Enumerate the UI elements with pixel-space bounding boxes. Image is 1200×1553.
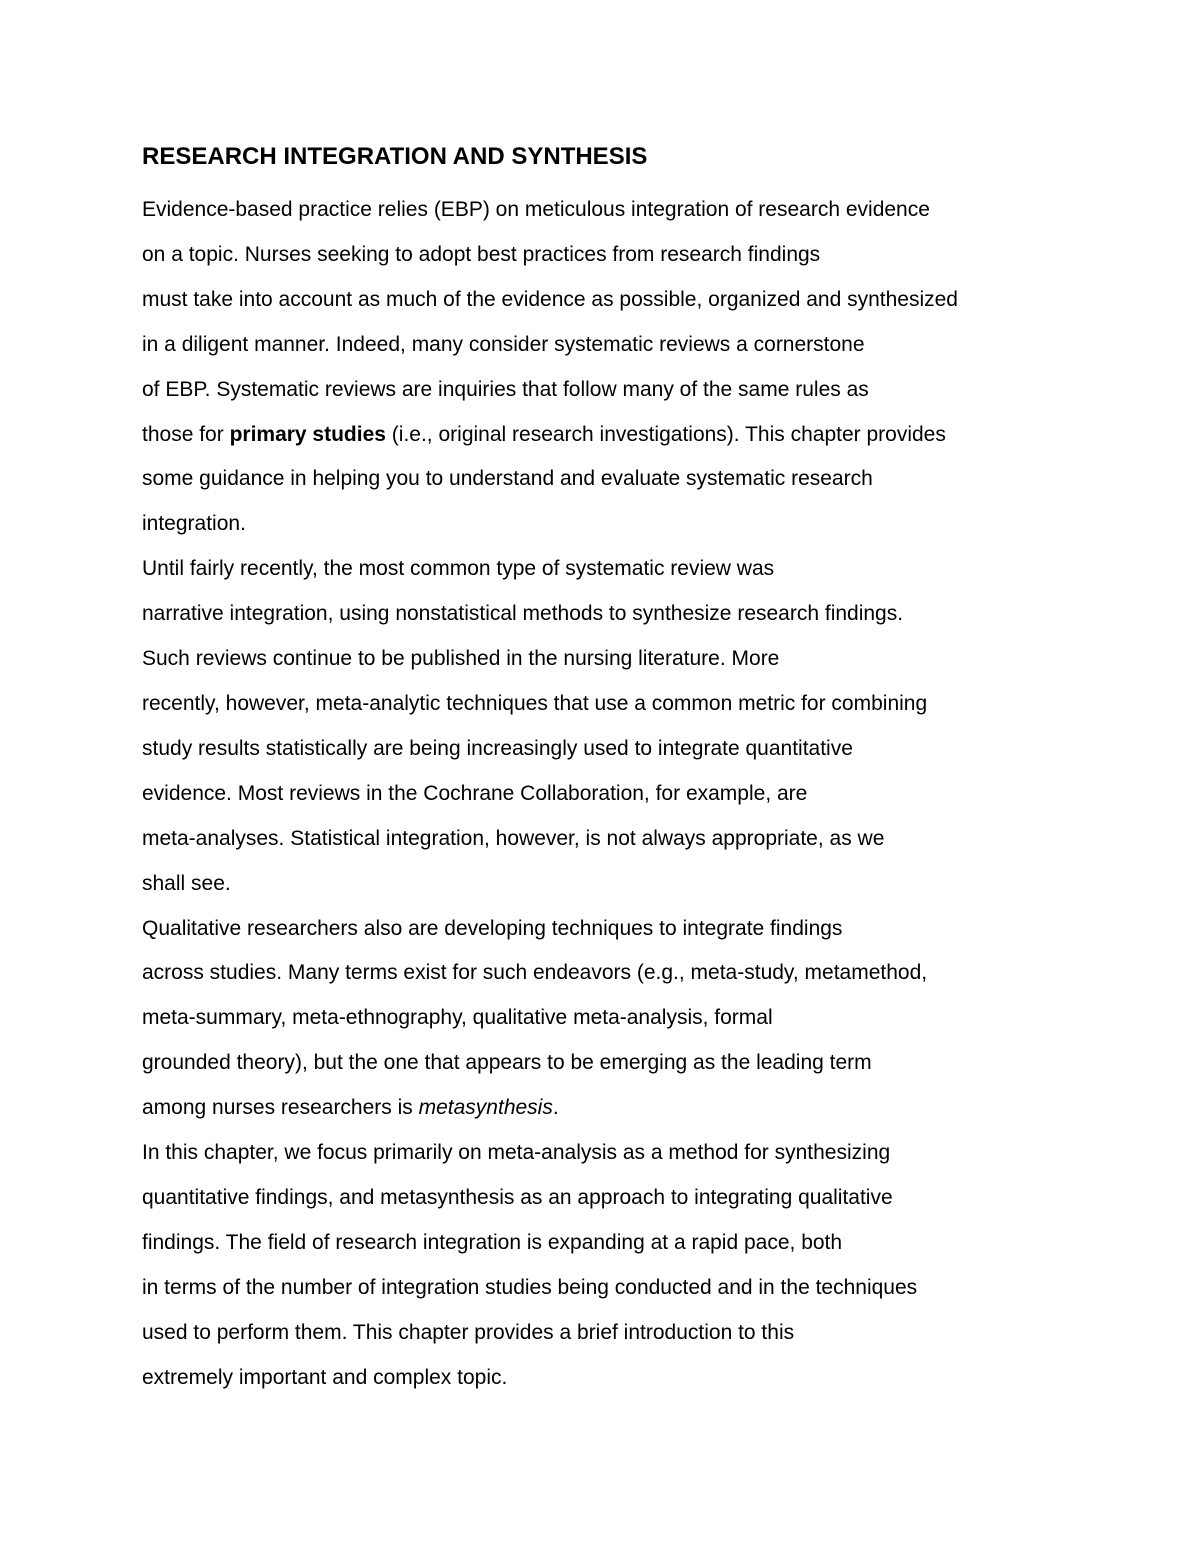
text-line: recently, however, meta-analytic techniques that use a common metric for combining	[142, 691, 928, 715]
text-line: meta-analyses. Statistical integration, however, is not always appropriate, as we	[142, 826, 885, 850]
text-line: In this chapter, we focus primarily on meta-analysis as a method for synthesizing	[142, 1141, 891, 1165]
text-line: narrative integration, using nonstatistical methods to synthesize research findings.	[142, 602, 904, 626]
text-line: quantitative findings, and metasynthesis as an approach to integrating qualitative	[142, 1185, 893, 1209]
text-line	[142, 413, 1142, 458]
text-line: shall see.	[142, 871, 231, 895]
text-line: must take into account as much of the evidence as possible, organized and synthesized	[142, 287, 958, 311]
text-line: Such reviews continue to be published in the nursing literature. More	[142, 647, 780, 671]
text-run: among nurses researchers is	[142, 1096, 419, 1120]
text-line: extremely important and complex topic.	[142, 1365, 508, 1389]
text-line: Qualitative researchers also are developing techniques to integrate findings	[142, 916, 843, 940]
text-line: of EBP. Systematic reviews are inquiries that follow many of the same rules as	[142, 377, 869, 401]
document-body	[142, 140, 1142, 1400]
text-line: Evidence-based practice relies (EBP) on meticulous integration of research evidence	[142, 198, 930, 221]
text-line: used to perform them. This chapter provides a brief introduction to this	[142, 1320, 795, 1344]
text-line: in terms of the number of integration studies being conducted and in the techniques	[142, 1275, 918, 1299]
text-line: in a diligent manner. Indeed, many consider systematic reviews a cornerstone	[142, 332, 865, 356]
text-line: integration.	[142, 512, 246, 536]
text-line: meta-summary, meta-ethnography, qualitative meta-analysis, formal	[142, 1006, 773, 1030]
text-run: .	[552, 1096, 559, 1120]
text-line	[142, 1086, 1142, 1131]
text-line: grounded theory), but the one that appears to be emerging as the leading term	[142, 1051, 872, 1075]
text-line: findings. The field of research integration is expanding at a rapid pace, both	[142, 1230, 843, 1254]
document-title: RESEARCH INTEGRATION AND SYNTHESIS	[142, 143, 648, 170]
text-run: those for	[142, 422, 230, 446]
text-run: (i.e., original research investigations). This chapter provides	[385, 422, 946, 446]
text-line: on a topic. Nurses seeking to adopt best practices from research findings	[142, 242, 821, 266]
text-line: study results statistically are being increasingly used to integrate quantitative	[142, 736, 853, 760]
italic-term: metasynthesis	[418, 1096, 553, 1120]
document-text	[142, 188, 1142, 1400]
text-line: evidence. Most reviews in the Cochrane Collaboration, for example, are	[142, 781, 808, 805]
text-line: across studies. Many terms exist for such endeavors (e.g., meta-study, metamethod,	[142, 961, 928, 985]
bold-term: primary studies	[229, 422, 386, 446]
text-line: Until fairly recently, the most common type of systematic review was	[142, 557, 775, 581]
text-line: some guidance in helping you to understand and evaluate systematic research	[142, 467, 873, 491]
